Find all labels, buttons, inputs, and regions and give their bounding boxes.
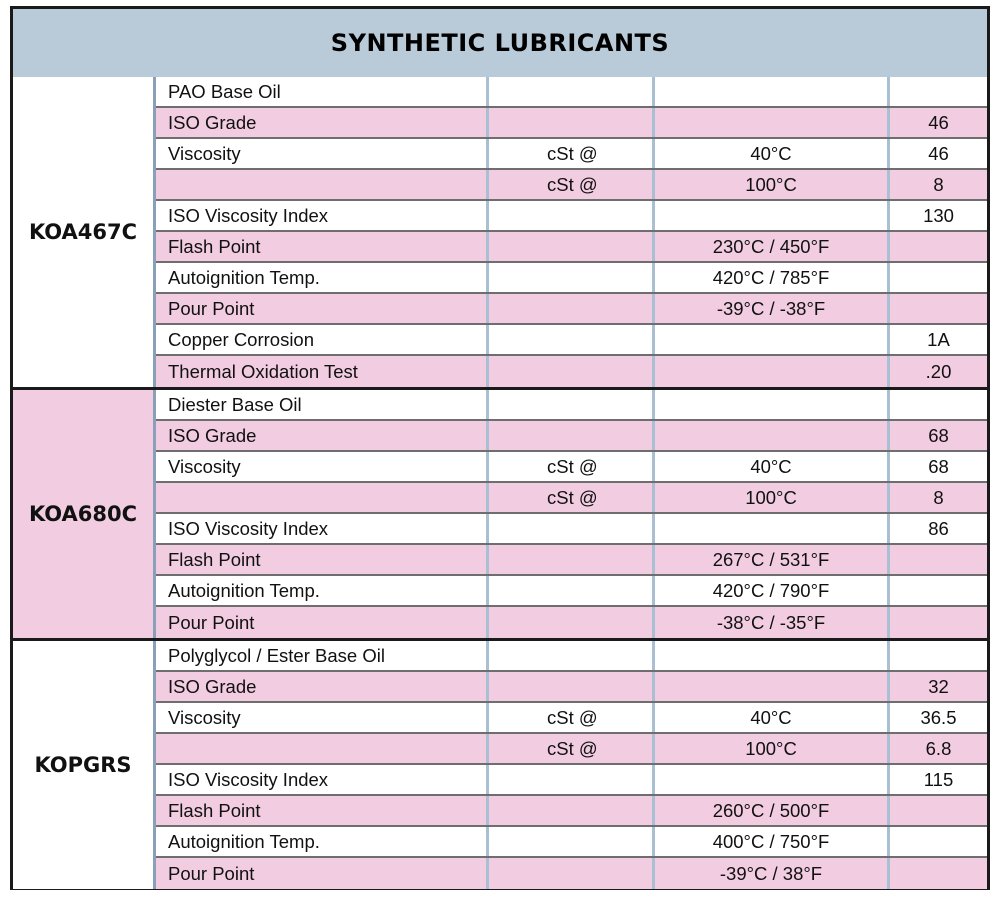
condition-cell — [655, 421, 890, 450]
table-row — [156, 765, 987, 796]
value-cell: 115 — [923, 768, 954, 790]
value-cell — [890, 390, 987, 419]
value-cell: .20 — [925, 360, 952, 382]
property-label: ISO Viscosity Index — [156, 514, 489, 543]
condition-cell: 100°C — [655, 734, 890, 763]
property-label: Diester Base Oil — [156, 390, 489, 419]
unit-cell: cSt @ — [489, 703, 655, 732]
product-block — [13, 387, 987, 638]
property-label: Autoignition Temp. — [156, 576, 489, 605]
unit-cell — [489, 201, 655, 230]
value-cell — [890, 607, 987, 638]
table-row — [156, 607, 987, 638]
property-label: Copper Corrosion — [156, 325, 489, 354]
condition-cell — [655, 201, 890, 230]
property-label: ISO Grade — [156, 108, 489, 137]
property-label: Autoignition Temp. — [156, 263, 489, 292]
value-cell: 46 — [928, 142, 949, 164]
unit-cell — [489, 607, 655, 638]
table-row — [156, 545, 987, 576]
value-cell — [890, 641, 987, 670]
property-label: Viscosity — [156, 139, 489, 168]
table-row — [156, 390, 987, 421]
unit-cell — [489, 545, 655, 574]
condition-cell: 400°C / 750°F — [655, 827, 890, 856]
value-cell: 8 — [933, 173, 944, 195]
condition-cell: 267°C / 531°F — [655, 545, 890, 574]
property-rows — [156, 641, 987, 889]
property-label: Viscosity — [156, 452, 489, 481]
property-label: Thermal Oxidation Test — [156, 356, 489, 387]
unit-cell: cSt @ — [489, 139, 655, 168]
table-title: SYNTHETIC LUBRICANTS — [13, 9, 987, 79]
table-row — [156, 294, 987, 325]
unit-cell — [489, 421, 655, 450]
value-cell — [890, 858, 987, 889]
property-label: Pour Point — [156, 858, 489, 889]
property-label: Viscosity — [156, 703, 489, 732]
table-row — [156, 703, 987, 734]
condition-cell: 100°C — [655, 170, 890, 199]
table-row — [156, 452, 987, 483]
condition-cell: 40°C — [655, 139, 890, 168]
unit-cell — [489, 390, 655, 419]
product-block — [13, 638, 987, 889]
table-row — [156, 77, 987, 108]
condition-cell — [655, 514, 890, 543]
table-row — [156, 858, 987, 889]
table-row — [156, 356, 987, 387]
unit-cell: cSt @ — [489, 452, 655, 481]
table-row — [156, 796, 987, 827]
condition-cell: -39°C / -38°F — [655, 294, 890, 323]
condition-cell — [655, 390, 890, 419]
property-label — [156, 483, 489, 512]
property-label: Polyglycol / Ester Base Oil — [156, 641, 489, 670]
condition-cell: 260°C / 500°F — [655, 796, 890, 825]
condition-cell: 230°C / 450°F — [655, 232, 890, 261]
property-label: ISO Grade — [156, 672, 489, 701]
value-cell — [890, 263, 987, 292]
table-row — [156, 232, 987, 263]
condition-cell: -39°C / 38°F — [655, 858, 890, 889]
unit-cell — [489, 827, 655, 856]
property-label: Autoignition Temp. — [156, 827, 489, 856]
property-label: ISO Grade — [156, 421, 489, 450]
condition-cell: -38°C / -35°F — [655, 607, 890, 638]
table-row — [156, 201, 987, 232]
value-cell — [890, 232, 987, 261]
property-label: Flash Point — [156, 232, 489, 261]
value-cell: 32 — [928, 675, 949, 697]
value-cell — [890, 827, 987, 856]
condition-cell — [655, 77, 890, 106]
condition-cell — [655, 325, 890, 354]
condition-cell — [655, 108, 890, 137]
table-row — [156, 263, 987, 294]
product-name: KOA467C — [13, 77, 156, 387]
property-label: Flash Point — [156, 545, 489, 574]
table-row — [156, 514, 987, 545]
value-cell: 68 — [928, 424, 949, 446]
property-label: Flash Point — [156, 796, 489, 825]
value-cell: 86 — [928, 517, 949, 539]
value-cell: 130 — [923, 204, 954, 226]
product-block — [13, 77, 987, 387]
condition-cell: 40°C — [655, 452, 890, 481]
property-label: Pour Point — [156, 607, 489, 638]
condition-cell — [655, 765, 890, 794]
unit-cell: cSt @ — [489, 483, 655, 512]
unit-cell — [489, 356, 655, 387]
unit-cell: cSt @ — [489, 170, 655, 199]
table-row — [156, 641, 987, 672]
unit-cell — [489, 641, 655, 670]
condition-cell — [655, 641, 890, 670]
property-label: Pour Point — [156, 294, 489, 323]
value-cell — [890, 77, 987, 106]
value-cell: 8 — [933, 486, 944, 508]
unit-cell — [489, 576, 655, 605]
unit-cell — [489, 263, 655, 292]
unit-cell — [489, 514, 655, 543]
value-cell: 6.8 — [925, 737, 952, 759]
unit-cell — [489, 232, 655, 261]
table-row — [156, 421, 987, 452]
unit-cell — [489, 77, 655, 106]
value-cell — [890, 545, 987, 574]
unit-cell — [489, 672, 655, 701]
condition-cell — [655, 356, 890, 387]
value-cell — [890, 294, 987, 323]
value-cell — [890, 576, 987, 605]
unit-cell — [489, 325, 655, 354]
condition-cell: 420°C / 790°F — [655, 576, 890, 605]
table-row — [156, 483, 987, 514]
value-cell: 36.5 — [920, 706, 957, 728]
condition-cell: 100°C — [655, 483, 890, 512]
table-row — [156, 108, 987, 139]
condition-cell: 420°C / 785°F — [655, 263, 890, 292]
unit-cell — [489, 796, 655, 825]
table-row — [156, 672, 987, 703]
condition-cell: 40°C — [655, 703, 890, 732]
product-name: KOPGRS — [13, 641, 156, 889]
unit-cell — [489, 294, 655, 323]
condition-cell — [655, 672, 890, 701]
table-row — [156, 576, 987, 607]
unit-cell — [489, 108, 655, 137]
table-row — [156, 170, 987, 201]
table-row — [156, 139, 987, 170]
unit-cell: cSt @ — [489, 734, 655, 763]
table-row — [156, 325, 987, 356]
unit-cell — [489, 858, 655, 889]
property-label: PAO Base Oil — [156, 77, 489, 106]
table-row — [156, 734, 987, 765]
unit-cell — [489, 765, 655, 794]
property-rows — [156, 77, 987, 387]
value-cell: 1A — [927, 328, 950, 350]
property-label — [156, 170, 489, 199]
property-label — [156, 734, 489, 763]
table-row — [156, 827, 987, 858]
property-label: ISO Viscosity Index — [156, 201, 489, 230]
lubricants-table — [10, 6, 990, 890]
product-name: KOA680C — [13, 390, 156, 638]
value-cell: 68 — [928, 455, 949, 477]
property-rows — [156, 390, 987, 638]
property-label: ISO Viscosity Index — [156, 765, 489, 794]
value-cell: 46 — [928, 111, 949, 133]
value-cell — [890, 796, 987, 825]
